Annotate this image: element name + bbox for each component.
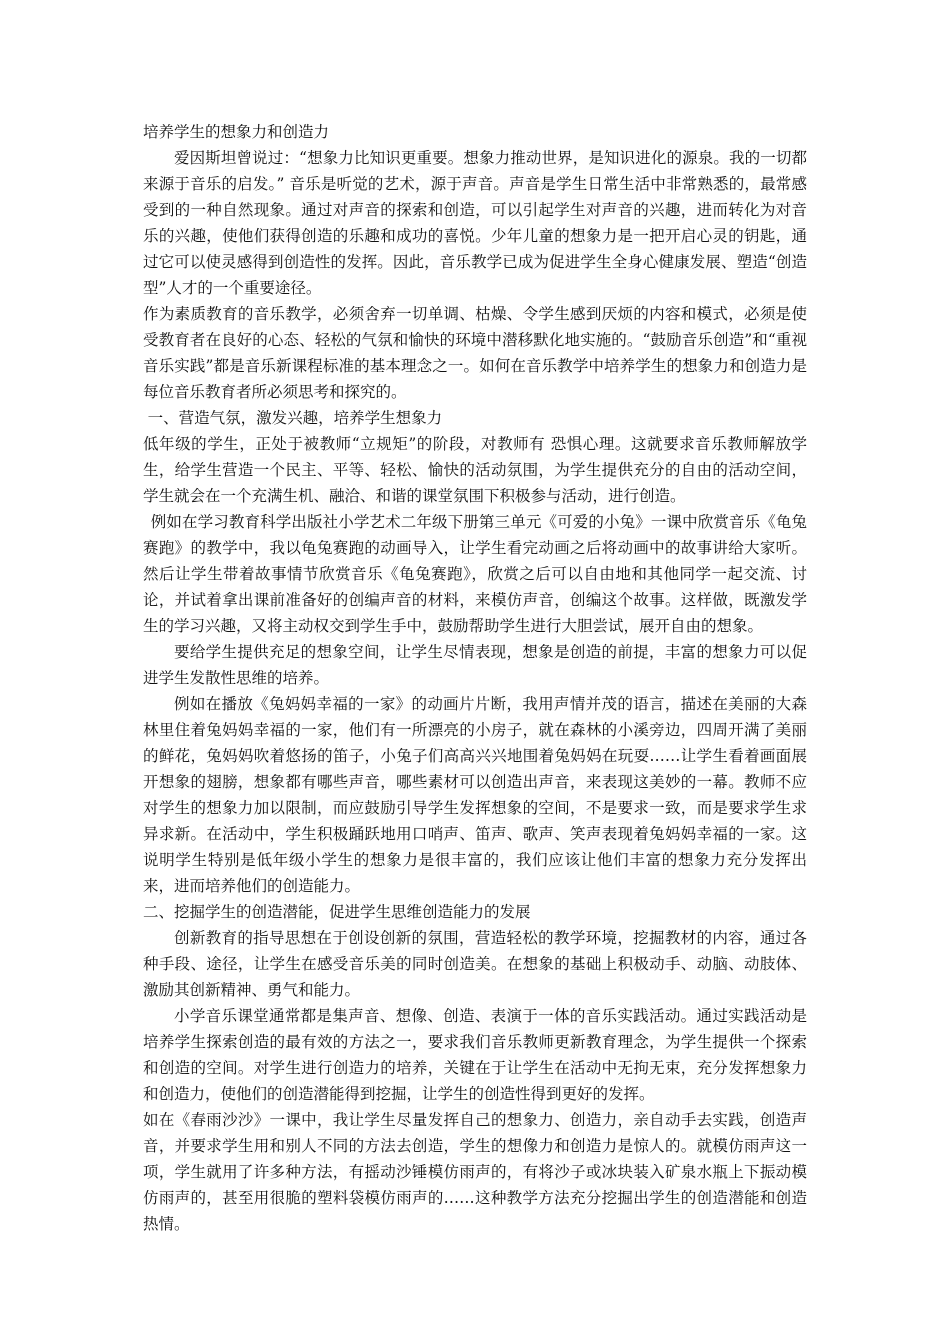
paragraph-einstein-quote: 爱因斯坦曾说过：“想象力比知识更重要。想象力推动世界，是知识进化的源泉。我的一切都来源于音乐的启发。” 音乐是听觉的艺术，源于声音。声音是学生日常生活中非常熟悉的，最常感受到的一种自然现象。通过对声音的探索和创造，可以引起学生对声音的兴趣，进而转化为对音乐的兴趣，使他们获得创造的乐趣和成功的喜悦。少年儿童的想象力是一把开启心灵的钥匙，通过它可以使灵感得到创造性的发挥。因此，音乐教学已成为促进学生全身心健康发展、塑造“创造型”人才的一个重要途径。 — [143, 149, 807, 297]
paragraph-rabbit-family-example: 例如在播放《兔妈妈幸福的一家》的动画片片断，我用声情并茂的语言，描述在美丽的大森林里住着兔妈妈幸福的一家，他们有一所漂亮的小房子，就在森林的小溪旁边，四周开满了美丽的鲜花，兔妈妈吹着悠扬的笛子，小兔子们高高兴兴地围着兔妈妈在玩耍……让学生看着画面展开想象的翅膀，想象都有哪些声音，哪些素材可以创造出声音，来表现这美妙的一幕。教师不应对学生的想象力加以限制，而应鼓励引导学生发挥想象的空间，不是要求一致，而是要求学生求异求新。在活动中，学生积极踊跃地用口哨声、笛声、歌声、笑声表现着兔妈妈幸福的一家。这说明学生特别是低年级小学生的想象力是很丰富的，我们应该让他们丰富的想象力充分发挥出来，进而培养他们的创造能力。 — [143, 695, 807, 895]
paragraph-music-practice: 小学音乐课堂通常都是集声音、想像、创造、表演于一体的音乐实践活动。通过实践活动是培养学生探索创造的最有效的方法之一，要求我们音乐教师更新教育理念，为学生提供一个探索和创造的空间。对学生进行创造力的培养，关键在于让学生在活动中无拘无束，充分发挥想象力和创造力，使他们的创造潜能得到挖掘，让学生的创造性得到更好的发挥。 — [143, 1007, 807, 1103]
paragraph-tortoise-hare-example: 例如在学习教育科学出版社小学艺术二年级下册第三单元《可爱的小兔》一课中欣赏音乐《龟兔赛跑》的教学中，我以龟兔赛跑的动画导入，让学生看完动画之后将动画中的故事讲给大家听。然后让学生带着故事情节欣赏音乐《龟兔赛跑》，欣赏之后可以自由地和其他同学一起交流、讨论，并试着拿出课前准备好的创编声音的材料，来模仿声音，创编这个故事。这样做，既激发学生的学习兴趣，又将主动权交到学生手中，鼓励帮助学生进行大胆尝试，展开自由的想象。 — [143, 513, 807, 635]
paragraph-lower-grade: 低年级的学生，正处于被教师“立规矩”的阶段，对教师有 恐惧心理。这就要求音乐教师解放学生，给学生营造一个民主、平等、轻松、愉快的活动氛围，为学生提供充分的自由的活动空间，学生就会在一个充满生机、融洽、和谐的课堂氛围下积极参与活动，进行创造。 — [143, 435, 807, 505]
document-title: 培养学生的想象力和创造力 — [143, 123, 330, 141]
document-body — [143, 119, 807, 1237]
paragraph-innovation-education: 创新教育的指导思想在于创设创新的氛围，营造轻松的教学环境，挖掘教材的内容，通过各种手段、途径，让学生在感受音乐美的同时创造美。在想象的基础上积极动手、动脑、动肢体、激励其创新精神、勇气和能力。 — [143, 929, 807, 999]
section-heading-2: 二、挖掘学生的创造潜能，促进学生思维创造能力的发展 — [143, 903, 531, 921]
paragraph-quality-education: 作为素质教育的音乐教学，必须舍弃一切单调、枯燥、令学生感到厌烦的内容和模式，必须是使受教育者在良好的心态、轻松的气氛和愉快的环境中潜移默化地实施的。“鼓励音乐创造”和“重视音乐实践”都是音乐新课程标准的基本理念之一。如何在音乐教学中培养学生的想象力和创造力是每位音乐教育者所必须思考和探究的。 — [143, 305, 807, 401]
section-heading-1: 一、营造气氛，激发兴趣，培养学生想象力 — [147, 409, 443, 427]
paragraph-spring-rain-example: 如在《春雨沙沙》一课中，我让学生尽量发挥自己的想象力、创造力，亲自动手去实践，创造声音，并要求学生用和别人不同的方法去创造，学生的想像力和创造力是惊人的。就模仿雨声这一项，学生就用了许多种方法，有摇动沙锤模仿雨声的，有将沙子或冰块装入矿泉水瓶上下振动模仿雨声的，甚至用很脆的塑料袋模仿雨声的……这种教学方法充分挖掘出学生的创造潜能和创造热情。 — [143, 1111, 807, 1233]
paragraph-imagination-space: 要给学生提供充足的想象空间，让学生尽情表现，想象是创造的前提，丰富的想象力可以促进学生发散性思维的培养。 — [143, 643, 807, 687]
